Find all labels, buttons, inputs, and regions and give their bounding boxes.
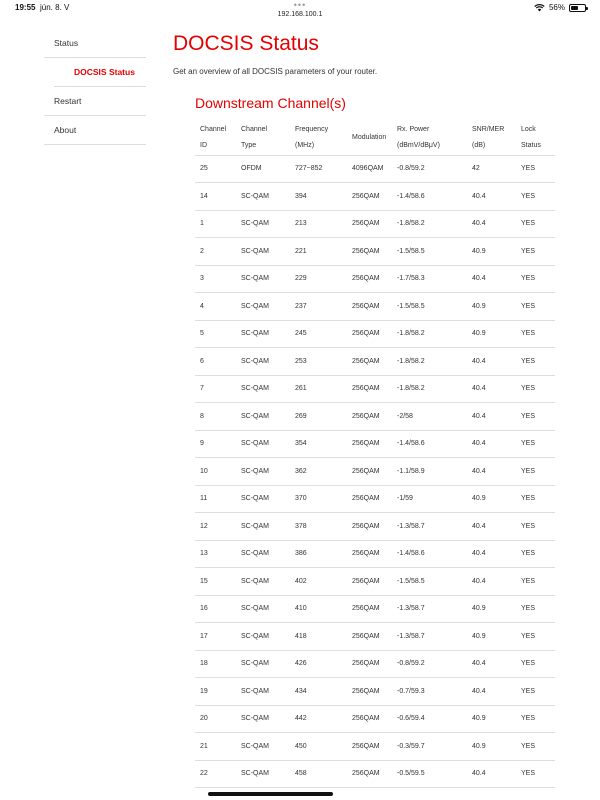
cell-channel-id: 11 (195, 485, 236, 513)
cell-channel-type: SC-QAM (236, 760, 290, 788)
cell-frequency: 253 (290, 348, 347, 376)
column-header-lock-status (516, 121, 555, 155)
cell-channel-id: 2 (195, 238, 236, 266)
cell-modulation: 256QAM (347, 705, 392, 733)
cell-channel-id: 12 (195, 513, 236, 541)
cell-lock-status: YES (516, 238, 555, 266)
cell-lock-status: YES (516, 623, 555, 651)
cell-snr-mer: 40.9 (467, 705, 516, 733)
date: jún. 8. V (40, 3, 70, 12)
table-row (195, 733, 555, 761)
cell-channel-id: 13 (195, 540, 236, 568)
cell-rx-power: -1.3/58.7 (392, 595, 467, 623)
cell-rx-power: -1.3/58.7 (392, 623, 467, 651)
cell-rx-power: -0.6/59.4 (392, 705, 467, 733)
cell-rx-power: -1.7/58.3 (392, 265, 467, 293)
cell-snr-mer: 40.4 (467, 265, 516, 293)
main-content (173, 30, 568, 788)
cell-frequency: 386 (290, 540, 347, 568)
column-header-text: Status (521, 141, 541, 149)
cell-rx-power: -1.8/58.2 (392, 348, 467, 376)
cell-frequency: 213 (290, 210, 347, 238)
cell-modulation: 256QAM (347, 238, 392, 266)
cell-lock-status: YES (516, 595, 555, 623)
cell-rx-power: -1.4/58.6 (392, 540, 467, 568)
table-row (195, 293, 555, 321)
table-row (195, 513, 555, 541)
cell-channel-id: 8 (195, 403, 236, 431)
cell-channel-type: SC-QAM (236, 513, 290, 541)
cell-channel-type: SC-QAM (236, 678, 290, 706)
cell-channel-id: 4 (195, 293, 236, 321)
column-header-text: Channel (200, 125, 227, 133)
column-header-text: Channel (241, 125, 268, 133)
cell-lock-status: YES (516, 733, 555, 761)
cell-snr-mer: 40.9 (467, 733, 516, 761)
cell-snr-mer: 40.9 (467, 623, 516, 651)
cell-lock-status: YES (516, 210, 555, 238)
cell-frequency: 450 (290, 733, 347, 761)
cell-lock-status: YES (516, 568, 555, 596)
table-row (195, 705, 555, 733)
cell-rx-power: -0.3/59.7 (392, 733, 467, 761)
column-header-channel-type (236, 121, 290, 155)
cell-rx-power: -1.5/58.5 (392, 293, 467, 321)
table-row (195, 568, 555, 596)
cell-lock-status: YES (516, 155, 555, 183)
cell-channel-id: 15 (195, 568, 236, 596)
cell-frequency: 426 (290, 650, 347, 678)
cell-channel-id: 5 (195, 320, 236, 348)
cell-frequency: 362 (290, 458, 347, 486)
cell-channel-id: 25 (195, 155, 236, 183)
cell-channel-type: SC-QAM (236, 265, 290, 293)
cell-rx-power: -2/58 (392, 403, 467, 431)
cell-modulation: 4096QAM (347, 155, 392, 183)
cell-channel-type: SC-QAM (236, 650, 290, 678)
table-row (195, 760, 555, 788)
column-header-text: Lock (521, 125, 536, 133)
column-header-modulation (347, 121, 392, 155)
page-subtitle: Get an overview of all DOCSIS parameters of your router. (173, 67, 378, 76)
cell-lock-status: YES (516, 403, 555, 431)
column-header-text: ID (200, 141, 207, 149)
cell-modulation: 256QAM (347, 733, 392, 761)
cell-snr-mer: 40.4 (467, 403, 516, 431)
cell-lock-status: YES (516, 678, 555, 706)
table-row (195, 155, 555, 183)
cell-channel-type: SC-QAM (236, 623, 290, 651)
cell-rx-power: -0.8/59.2 (392, 155, 467, 183)
cell-channel-id: 6 (195, 348, 236, 376)
cell-channel-type: SC-QAM (236, 705, 290, 733)
address-bar[interactable]: 192.168.100.1 (277, 11, 323, 18)
cell-channel-type: SC-QAM (236, 183, 290, 211)
cell-channel-type: SC-QAM (236, 595, 290, 623)
cell-rx-power: -1.5/58.5 (392, 568, 467, 596)
cell-lock-status: YES (516, 348, 555, 376)
cell-channel-id: 17 (195, 623, 236, 651)
cell-channel-id: 16 (195, 595, 236, 623)
cell-lock-status: YES (516, 430, 555, 458)
cell-lock-status: YES (516, 705, 555, 733)
cell-snr-mer: 40.9 (467, 293, 516, 321)
cell-frequency: 394 (290, 183, 347, 211)
column-header-text: (dB) (472, 141, 486, 149)
battery-icon (569, 4, 586, 12)
table-row (195, 458, 555, 486)
cell-snr-mer: 40.4 (467, 348, 516, 376)
cell-channel-id: 7 (195, 375, 236, 403)
cell-rx-power: -1.1/58.9 (392, 458, 467, 486)
cell-snr-mer: 40.9 (467, 595, 516, 623)
cell-channel-type: SC-QAM (236, 375, 290, 403)
cell-rx-power: -1.4/58.6 (392, 430, 467, 458)
cell-modulation: 256QAM (347, 678, 392, 706)
cell-snr-mer: 40.4 (467, 458, 516, 486)
table-row (195, 623, 555, 651)
column-header-text: Type (241, 141, 257, 149)
table-row (195, 348, 555, 376)
cell-lock-status: YES (516, 458, 555, 486)
cell-frequency: 354 (290, 430, 347, 458)
cell-channel-id: 19 (195, 678, 236, 706)
cell-modulation: 256QAM (347, 293, 392, 321)
cell-frequency: 458 (290, 760, 347, 788)
table-row (195, 595, 555, 623)
cell-snr-mer: 40.4 (467, 375, 516, 403)
cell-modulation: 256QAM (347, 430, 392, 458)
table-body (195, 155, 555, 788)
cell-channel-type: SC-QAM (236, 485, 290, 513)
cell-snr-mer: 40.4 (467, 760, 516, 788)
cell-frequency: 221 (290, 238, 347, 266)
column-header-text: (MHz) (295, 141, 315, 149)
cell-channel-id: 14 (195, 183, 236, 211)
column-header-channel-id (195, 121, 236, 155)
table-row (195, 650, 555, 678)
table-row (195, 265, 555, 293)
cell-modulation: 256QAM (347, 348, 392, 376)
cell-frequency: 370 (290, 485, 347, 513)
cell-rx-power: -1.4/58.6 (392, 183, 467, 211)
cell-snr-mer: 42 (467, 155, 516, 183)
cell-snr-mer: 40.9 (467, 485, 516, 513)
table-row (195, 403, 555, 431)
wifi-icon (534, 4, 545, 12)
cell-rx-power: -1/59 (392, 485, 467, 513)
cell-modulation: 256QAM (347, 210, 392, 238)
cell-frequency: 410 (290, 595, 347, 623)
cell-modulation: 256QAM (347, 513, 392, 541)
section-title-downstream: Downstream Channel(s) (195, 95, 346, 111)
sidebar-item-docsis-status[interactable]: DOCSIS Status (54, 58, 146, 87)
cell-modulation: 256QAM (347, 403, 392, 431)
table-row (195, 320, 555, 348)
cell-frequency: 237 (290, 293, 347, 321)
cell-snr-mer: 40.4 (467, 568, 516, 596)
column-header-text: Modulation (352, 133, 387, 141)
cell-modulation: 256QAM (347, 568, 392, 596)
column-header-frequency (290, 121, 347, 155)
cell-rx-power: -1.3/58.7 (392, 513, 467, 541)
cell-channel-type: SC-QAM (236, 403, 290, 431)
cell-channel-id: 20 (195, 705, 236, 733)
cell-lock-status: YES (516, 183, 555, 211)
clock: 19:55 (15, 3, 36, 12)
column-header-text: SNR/MER (472, 125, 505, 133)
cell-channel-id: 1 (195, 210, 236, 238)
cell-modulation: 256QAM (347, 320, 392, 348)
ios-status-bar (0, 0, 600, 26)
cell-modulation: 256QAM (347, 595, 392, 623)
cell-channel-type: SC-QAM (236, 320, 290, 348)
cell-snr-mer: 40.4 (467, 210, 516, 238)
cell-channel-type: SC-QAM (236, 540, 290, 568)
cell-modulation: 256QAM (347, 760, 392, 788)
multitasking-dots-icon[interactable]: ••• (293, 0, 307, 10)
cell-modulation: 256QAM (347, 183, 392, 211)
cell-snr-mer: 40.9 (467, 238, 516, 266)
cell-lock-status: YES (516, 760, 555, 788)
cell-rx-power: -1.8/58.2 (392, 375, 467, 403)
cell-lock-status: YES (516, 293, 555, 321)
cell-channel-id: 10 (195, 458, 236, 486)
cell-rx-power: -0.7/59.3 (392, 678, 467, 706)
cell-frequency: 269 (290, 403, 347, 431)
cell-channel-type: SC-QAM (236, 238, 290, 266)
cell-snr-mer: 40.9 (467, 320, 516, 348)
cell-channel-id: 21 (195, 733, 236, 761)
downstream-channel-table (195, 121, 555, 788)
home-indicator[interactable] (208, 792, 333, 796)
cell-channel-type: SC-QAM (236, 568, 290, 596)
cell-snr-mer: 40.4 (467, 650, 516, 678)
cell-rx-power: -1.5/58.5 (392, 238, 467, 266)
cell-lock-status: YES (516, 375, 555, 403)
cell-frequency: 434 (290, 678, 347, 706)
sidebar-item-restart[interactable]: Restart (44, 87, 146, 116)
cell-modulation: 256QAM (347, 485, 392, 513)
table-row (195, 183, 555, 211)
table-row (195, 678, 555, 706)
column-header-snr-mer (467, 121, 516, 155)
cell-channel-id: 18 (195, 650, 236, 678)
table-row (195, 540, 555, 568)
cell-snr-mer: 40.4 (467, 540, 516, 568)
cell-frequency: 245 (290, 320, 347, 348)
table-row (195, 430, 555, 458)
cell-modulation: 256QAM (347, 265, 392, 293)
cell-lock-status: YES (516, 265, 555, 293)
cell-rx-power: -0.5/59.5 (392, 760, 467, 788)
cell-snr-mer: 40.4 (467, 430, 516, 458)
sidebar-item-about[interactable]: About (44, 116, 146, 145)
cell-channel-id: 22 (195, 760, 236, 788)
table-row (195, 485, 555, 513)
cell-snr-mer: 40.4 (467, 678, 516, 706)
cell-channel-type: SC-QAM (236, 210, 290, 238)
cell-modulation: 256QAM (347, 650, 392, 678)
battery-fill (571, 6, 578, 10)
column-header-text: (dBmV/dBμV) (397, 141, 440, 149)
cell-channel-id: 3 (195, 265, 236, 293)
cell-rx-power: -0.8/59.2 (392, 650, 467, 678)
table-header (195, 121, 555, 155)
table-row (195, 210, 555, 238)
cell-frequency: 402 (290, 568, 347, 596)
cell-lock-status: YES (516, 650, 555, 678)
battery-percent: 56% (548, 3, 565, 12)
cell-rx-power: -1.8/58.2 (392, 210, 467, 238)
status-indicators (534, 3, 586, 12)
column-header-rx-power (392, 121, 467, 155)
cell-channel-type: SC-QAM (236, 733, 290, 761)
table-row (195, 238, 555, 266)
sidebar-item-status[interactable]: Status (44, 30, 146, 58)
cell-snr-mer: 40.4 (467, 183, 516, 211)
cell-modulation: 256QAM (347, 540, 392, 568)
cell-lock-status: YES (516, 485, 555, 513)
table-row (195, 375, 555, 403)
cell-channel-type: SC-QAM (236, 348, 290, 376)
cell-rx-power: -1.8/58.2 (392, 320, 467, 348)
cell-modulation: 256QAM (347, 458, 392, 486)
cell-lock-status: YES (516, 540, 555, 568)
sidebar-nav (44, 30, 146, 145)
cell-channel-id: 9 (195, 430, 236, 458)
cell-snr-mer: 40.4 (467, 513, 516, 541)
column-header-text: Frequency (295, 125, 329, 133)
cell-channel-type: SC-QAM (236, 458, 290, 486)
cell-frequency: 378 (290, 513, 347, 541)
cell-modulation: 256QAM (347, 375, 392, 403)
cell-lock-status: YES (516, 320, 555, 348)
cell-channel-type: OFDM (236, 155, 290, 183)
cell-frequency: 442 (290, 705, 347, 733)
cell-frequency: 727~852 (290, 155, 347, 183)
cell-modulation: 256QAM (347, 623, 392, 651)
cell-lock-status: YES (516, 513, 555, 541)
cell-frequency: 229 (290, 265, 347, 293)
page-title: DOCSIS Status (173, 32, 319, 55)
cell-frequency: 418 (290, 623, 347, 651)
cell-channel-type: SC-QAM (236, 293, 290, 321)
cell-channel-type: SC-QAM (236, 430, 290, 458)
column-header-text: Rx. Power (397, 125, 430, 133)
cell-frequency: 261 (290, 375, 347, 403)
table-header-row (195, 121, 555, 155)
